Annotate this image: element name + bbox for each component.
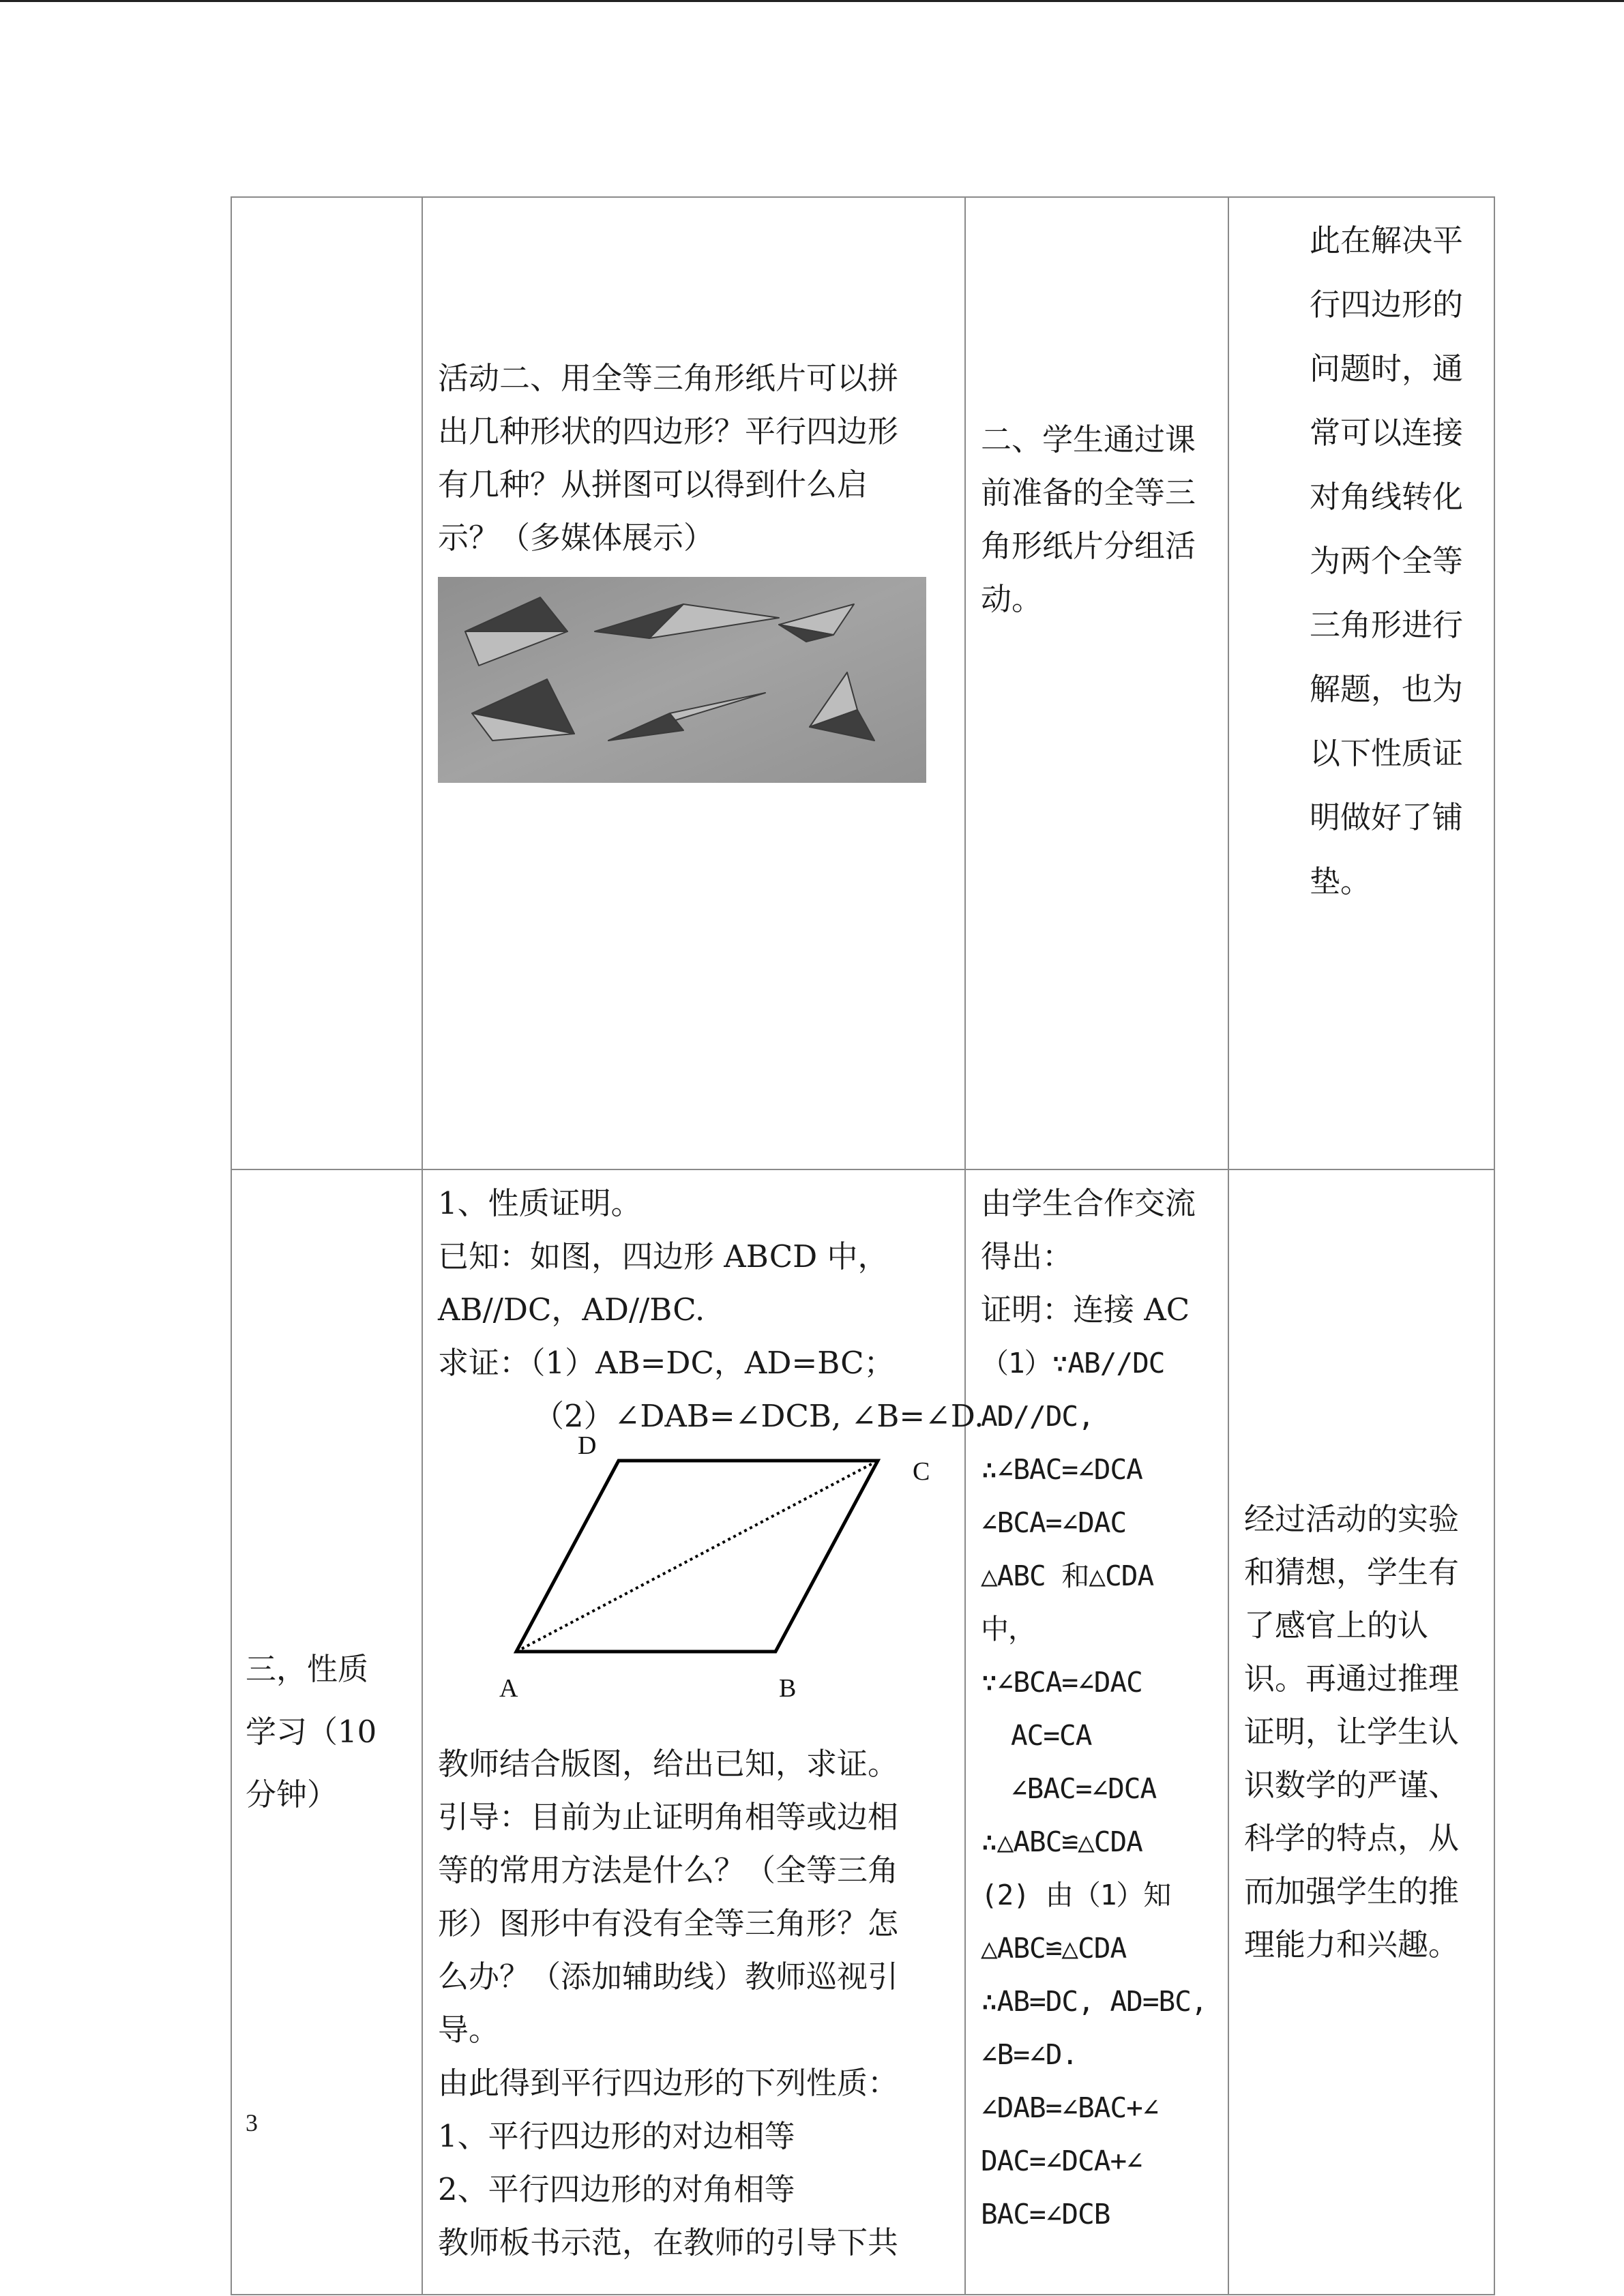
text-line: 学习（10 <box>246 1714 377 1750</box>
row1-teacher-activity-cell <box>422 197 965 1169</box>
row2-design-intent-cell <box>1228 1169 1494 2295</box>
table-row <box>231 1169 1494 2295</box>
text-line: 明做好了铺 <box>1310 799 1464 835</box>
proof-line: ∴AB=DC, AD=BC, <box>981 1985 1207 2018</box>
text-line: 问题时，通 <box>1310 351 1464 387</box>
proof-line: ∴△ABC≌△CDA <box>981 1825 1142 1858</box>
text-line: 1、平行四边形的对边相等 <box>438 2118 795 2154</box>
proof-line: BAC=∠DCB <box>981 2198 1110 2231</box>
text-line: 等的常用方法是什么？（全等三角 <box>438 1852 899 1888</box>
text-line: 1、性质证明。 <box>438 1185 642 1221</box>
proof-line: ∠B=∠D. <box>981 2038 1078 2071</box>
text-line: 证明，让学生认 <box>1244 1714 1460 1750</box>
text-line: 2、平行四边形的对角相等 <box>438 2171 795 2207</box>
text-line: 证明：连接 AC <box>981 1292 1190 1328</box>
vertex-label-b: B <box>779 1674 797 1703</box>
text-line: 由学生合作交流 <box>981 1185 1196 1221</box>
proof-line: DAC=∠DCA+∠ <box>981 2145 1142 2177</box>
text-line: 为两个全等 <box>1310 543 1464 579</box>
row1-design-intent-cell <box>1228 197 1494 1169</box>
text-line: 识。再通过推理 <box>1244 1660 1460 1697</box>
proof-line: ∴∠BAC=∠DCA <box>981 1453 1142 1486</box>
text-line: 活动二、用全等三角形纸片可以拼 <box>438 360 899 396</box>
text-line: AB//DC，AD//BC. <box>438 1292 705 1328</box>
text-line: 角形纸片分组活 <box>981 528 1196 564</box>
text-line: 导。 <box>438 2012 500 2048</box>
proof-line: ∵∠BCA=∠DAC <box>981 1666 1142 1699</box>
proof-line: ∠DAB=∠BAC+∠ <box>981 2091 1159 2124</box>
text-line: 常可以连接 <box>1310 415 1464 451</box>
text-line: 了感官上的认 <box>1244 1607 1429 1643</box>
top-border-line <box>0 0 1624 2</box>
text-line: 前准备的全等三 <box>981 475 1196 511</box>
proof-line: ∠BCA=∠DAC <box>981 1506 1127 1539</box>
proof-line: △ABC≌△CDA <box>981 1932 1127 1965</box>
text-line: 出几种形状的四边形？平行四边形 <box>438 413 899 449</box>
page-number: 3 <box>246 2109 258 2136</box>
vertex-label-a: A <box>499 1674 518 1703</box>
text-line: 此在解决平 <box>1310 222 1464 258</box>
text-line: 么办？（添加辅助线）教师巡视引 <box>438 1958 899 1995</box>
text-line: （2）∠DAB=∠DCB, ∠B=∠D. <box>533 1398 984 1434</box>
proof-line: △ABC 和△CDA <box>981 1560 1154 1592</box>
parallelogram-figure <box>465 1431 997 1733</box>
text-line: 得出： <box>981 1238 1074 1274</box>
row1-stage-cell <box>231 197 422 1169</box>
triangle-puzzle-photo <box>438 577 926 783</box>
text-line: 分钟） <box>246 1776 338 1813</box>
text-line: 解题，也为 <box>1310 671 1464 707</box>
text-line: 由此得到平行四边形的下列性质： <box>438 2065 899 2101</box>
text-line: 动。 <box>981 581 1043 617</box>
text-line: 已知：如图，四边形 ABCD 中， <box>438 1238 889 1274</box>
text-line: 行四边形的 <box>1310 286 1464 323</box>
proof-line: AD//DC, <box>981 1400 1094 1433</box>
text-line: 求证：（1）AB=DC，AD=BC； <box>438 1345 895 1381</box>
row2-student-activity-cell <box>965 1169 1228 2295</box>
row1-student-activity-cell <box>965 197 1228 1169</box>
text-line: 引导：目前为止证明角相等或边相 <box>438 1799 899 1835</box>
text-line: 和猜想，学生有 <box>1244 1554 1460 1590</box>
text-line: 形）图形中有没有全等三角形？怎 <box>438 1905 899 1941</box>
proof-line: 中， <box>981 1613 1035 1645</box>
proof-line: (2) 由（1）知 <box>981 1879 1171 1911</box>
table-row <box>231 197 1494 1169</box>
diagonal-ac <box>516 1461 878 1652</box>
text-line: 教师结合版图，给出已知，求证。 <box>438 1746 899 1782</box>
text-line: 而加强学生的推 <box>1244 1873 1460 1909</box>
row2-teacher-activity-cell <box>422 1169 984 2295</box>
proof-line: AC=CA <box>1011 1719 1092 1752</box>
text-line: 三角形进行 <box>1310 607 1464 643</box>
text-line: 教师板书示范，在教师的引导下共 <box>438 2224 899 2261</box>
text-line: 垫。 <box>1310 863 1372 899</box>
proof-line: （1）∵AB//DC <box>981 1347 1165 1380</box>
text-line: 有几种？从拼图可以得到什么启 <box>438 466 868 503</box>
text-line: 示？（多媒体展示） <box>438 520 715 556</box>
vertex-label-d: D <box>578 1431 597 1460</box>
vertex-label-c: C <box>913 1457 930 1486</box>
proof-line: ∠BAC=∠DCA <box>1011 1772 1157 1805</box>
text-line: 二、学生通过课 <box>981 421 1196 458</box>
text-line: 三，性质 <box>246 1651 369 1687</box>
text-line: 科学的特点，从 <box>1244 1820 1460 1856</box>
text-line: 识数学的严谨、 <box>1244 1767 1460 1803</box>
row2-stage-cell <box>231 1169 422 2295</box>
text-line: 以下性质证 <box>1310 735 1464 771</box>
text-line: 经过活动的实验 <box>1244 1501 1460 1537</box>
text-line: 理能力和兴趣。 <box>1244 1926 1460 1963</box>
text-line: 对角线转化 <box>1310 479 1464 515</box>
lesson-plan-table <box>231 196 1495 2295</box>
